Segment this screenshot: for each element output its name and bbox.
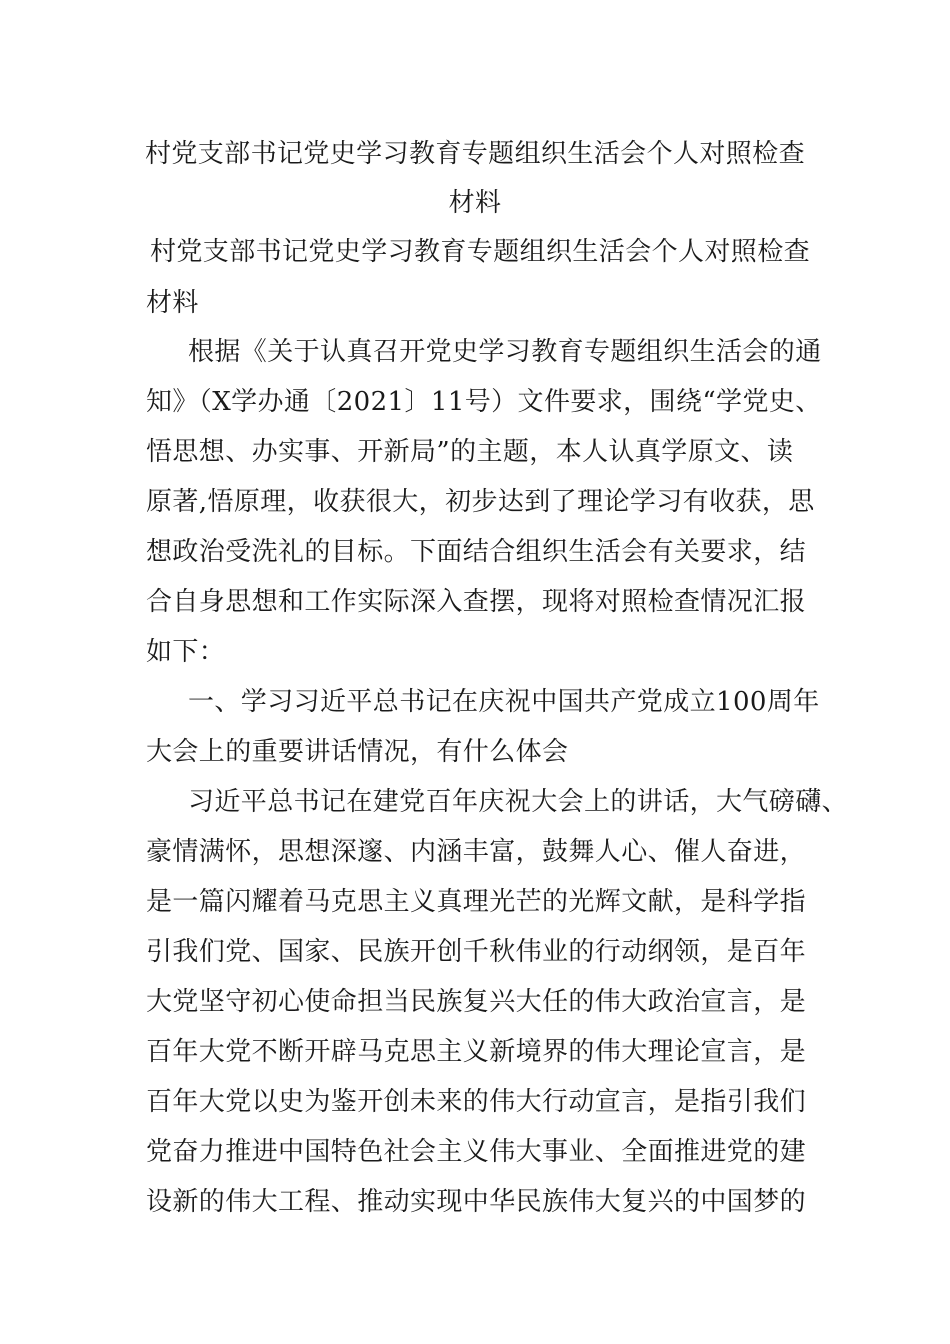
heading-line: 大会上的重要讲话情况，有什么体会 (146, 737, 569, 767)
paragraph-line: 知》（X学办通〔2021〕11号）文件要求，围绕“学党史、 (146, 387, 822, 417)
subtitle-line-2: 材料 (146, 288, 199, 318)
paragraph-line: 原著,悟原理，收获很大，初步达到了理论学习有收获，思 (146, 487, 815, 517)
paragraph-line: 大党坚守初心使命担当民族复兴大任的伟大政治宣言，是 (146, 987, 807, 1017)
paragraph-line: 根据《关于认真召开党史学习教育专题组织生活会的通 (188, 337, 822, 367)
paragraph-line: 想政治受洗礼的目标。下面结合组织生活会有关要求，结 (146, 537, 807, 567)
paragraph-line: 引我们党、国家、民族开创千秋伟业的行动纲领，是百年 (146, 937, 807, 967)
paragraph-line: 习近平总书记在建党百年庆祝大会上的讲话，大气磅礴、 (188, 787, 849, 817)
paragraph-line: 百年大党以史为鉴开创未来的伟大行动宣言，是指引我们 (146, 1087, 807, 1117)
document-title-line-2: 材料 (448, 188, 502, 218)
paragraph-line: 合自身思想和工作实际深入查摆，现将对照检查情况汇报 (146, 587, 807, 617)
document-title-line-1: 村党支部书记党史学习教育专题组织生活会个人对照检查 (144, 139, 805, 169)
paragraph-line: 百年大党不断开辟马克思主义新境界的伟大理论宣言，是 (146, 1037, 807, 1067)
heading-line: 一、学习习近平总书记在庆祝中国共产党成立100周年 (188, 687, 820, 717)
paragraph-line: 设新的伟大工程、推动实现中华民族伟大复兴的中国梦的 (146, 1187, 807, 1217)
paragraph-line: 党奋力推进中国特色社会主义伟大事业、全面推进党的建 (146, 1137, 807, 1167)
paragraph-line: 如下： (146, 637, 226, 667)
paragraph-line: 悟思想、办实事、开新局”的主题，本人认真学原文、读 (146, 437, 794, 467)
paragraph-line: 豪情满怀，思想深邃、内涵丰富，鼓舞人心、催人奋进， (146, 837, 807, 867)
subtitle-line-1: 村党支部书记党史学习教育专题组织生活会个人对照检查 (150, 237, 811, 267)
paragraph-line: 是一篇闪耀着马克思主义真理光芒的光辉文献，是科学指 (146, 887, 807, 917)
